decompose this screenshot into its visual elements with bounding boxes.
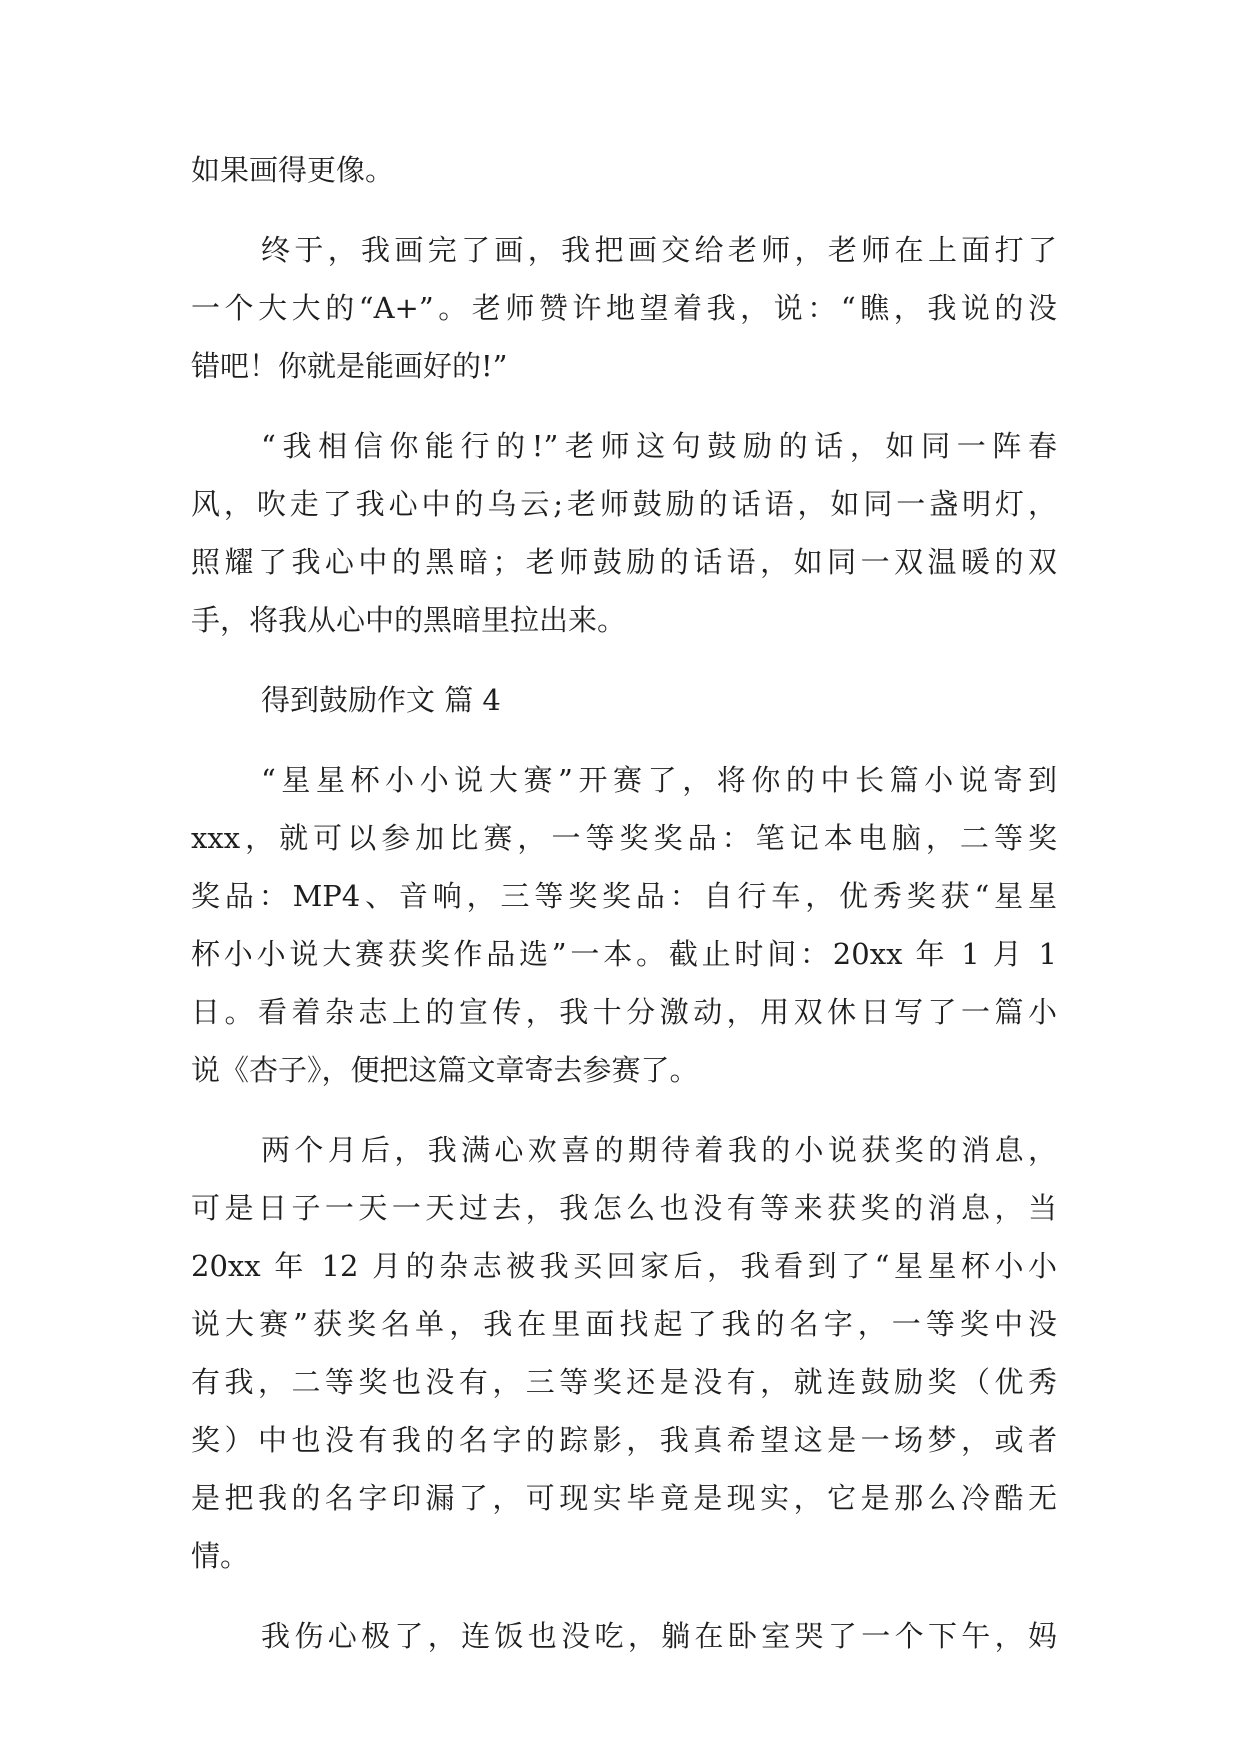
text-line: 如果画得更像。 [191, 153, 395, 187]
text-line: 日。看着杂志上的宣传，我十分激动，用双休日写了一篇小 [191, 995, 1057, 1029]
text-line: 是把我的名字印漏了，可现实毕竟是现实，它是那么冷酷无 [191, 1481, 1057, 1515]
text-line: 20xx 年 12 月的杂志被我买回家后，我看到了“星星杯小小 [191, 1249, 1057, 1283]
text-line: “星星杯小小说大赛”开赛了，将你的中长篇小说寄到 [261, 763, 1057, 797]
text-line: 杯小小说大赛获奖作品选”一本。截止时间：20xx 年 1 月 1 [191, 937, 1057, 971]
text-line: 情。 [191, 1539, 250, 1573]
text-line: 错吧！你就是能画好的!” [191, 349, 508, 383]
text-line: xxx，就可以参加比赛，一等奖奖品：笔记本电脑，二等奖 [191, 821, 1057, 855]
text-line: 风，吹走了我心中的乌云;老师鼓励的话语，如同一盏明灯， [191, 487, 1057, 521]
text-line: 可是日子一天一天过去，我怎么也没有等来获奖的消息，当 [191, 1191, 1057, 1225]
text-line: 照耀了我心中的黑暗；老师鼓励的话语，如同一双温暖的双 [191, 545, 1057, 579]
section-heading: 得到鼓励作文 篇 4 [261, 683, 501, 717]
text-line: 有我，二等奖也没有，三等奖还是没有，就连鼓励奖（优秀 [191, 1365, 1057, 1399]
text-line: 两个月后，我满心欢喜的期待着我的小说获奖的消息， [261, 1133, 1057, 1167]
text-line: 奖）中也没有我的名字的踪影，我真希望这是一场梦，或者 [191, 1423, 1057, 1457]
text-line: 说大赛”获奖名单，我在里面找起了我的名字，一等奖中没 [191, 1307, 1057, 1341]
text-line: 说《杏子》，便把这篇文章寄去参赛了。 [191, 1053, 699, 1087]
text-line: 我伤心极了，连饭也没吃，躺在卧室哭了一个下午，妈 [261, 1619, 1057, 1653]
text-line: 奖品：MP4、音响，三等奖奖品：自行车，优秀奖获“星星 [191, 879, 1057, 913]
text-line: “我相信你能行的!”老师这句鼓励的话，如同一阵春 [261, 429, 1057, 463]
text-line: 终于，我画完了画，我把画交给老师，老师在上面打了 [261, 233, 1057, 267]
text-line: 一个大大的“A+”。老师赞许地望着我，说：“瞧，我说的没 [191, 291, 1057, 325]
text-line: 手，将我从心中的黑暗里拉出来。 [191, 603, 627, 637]
